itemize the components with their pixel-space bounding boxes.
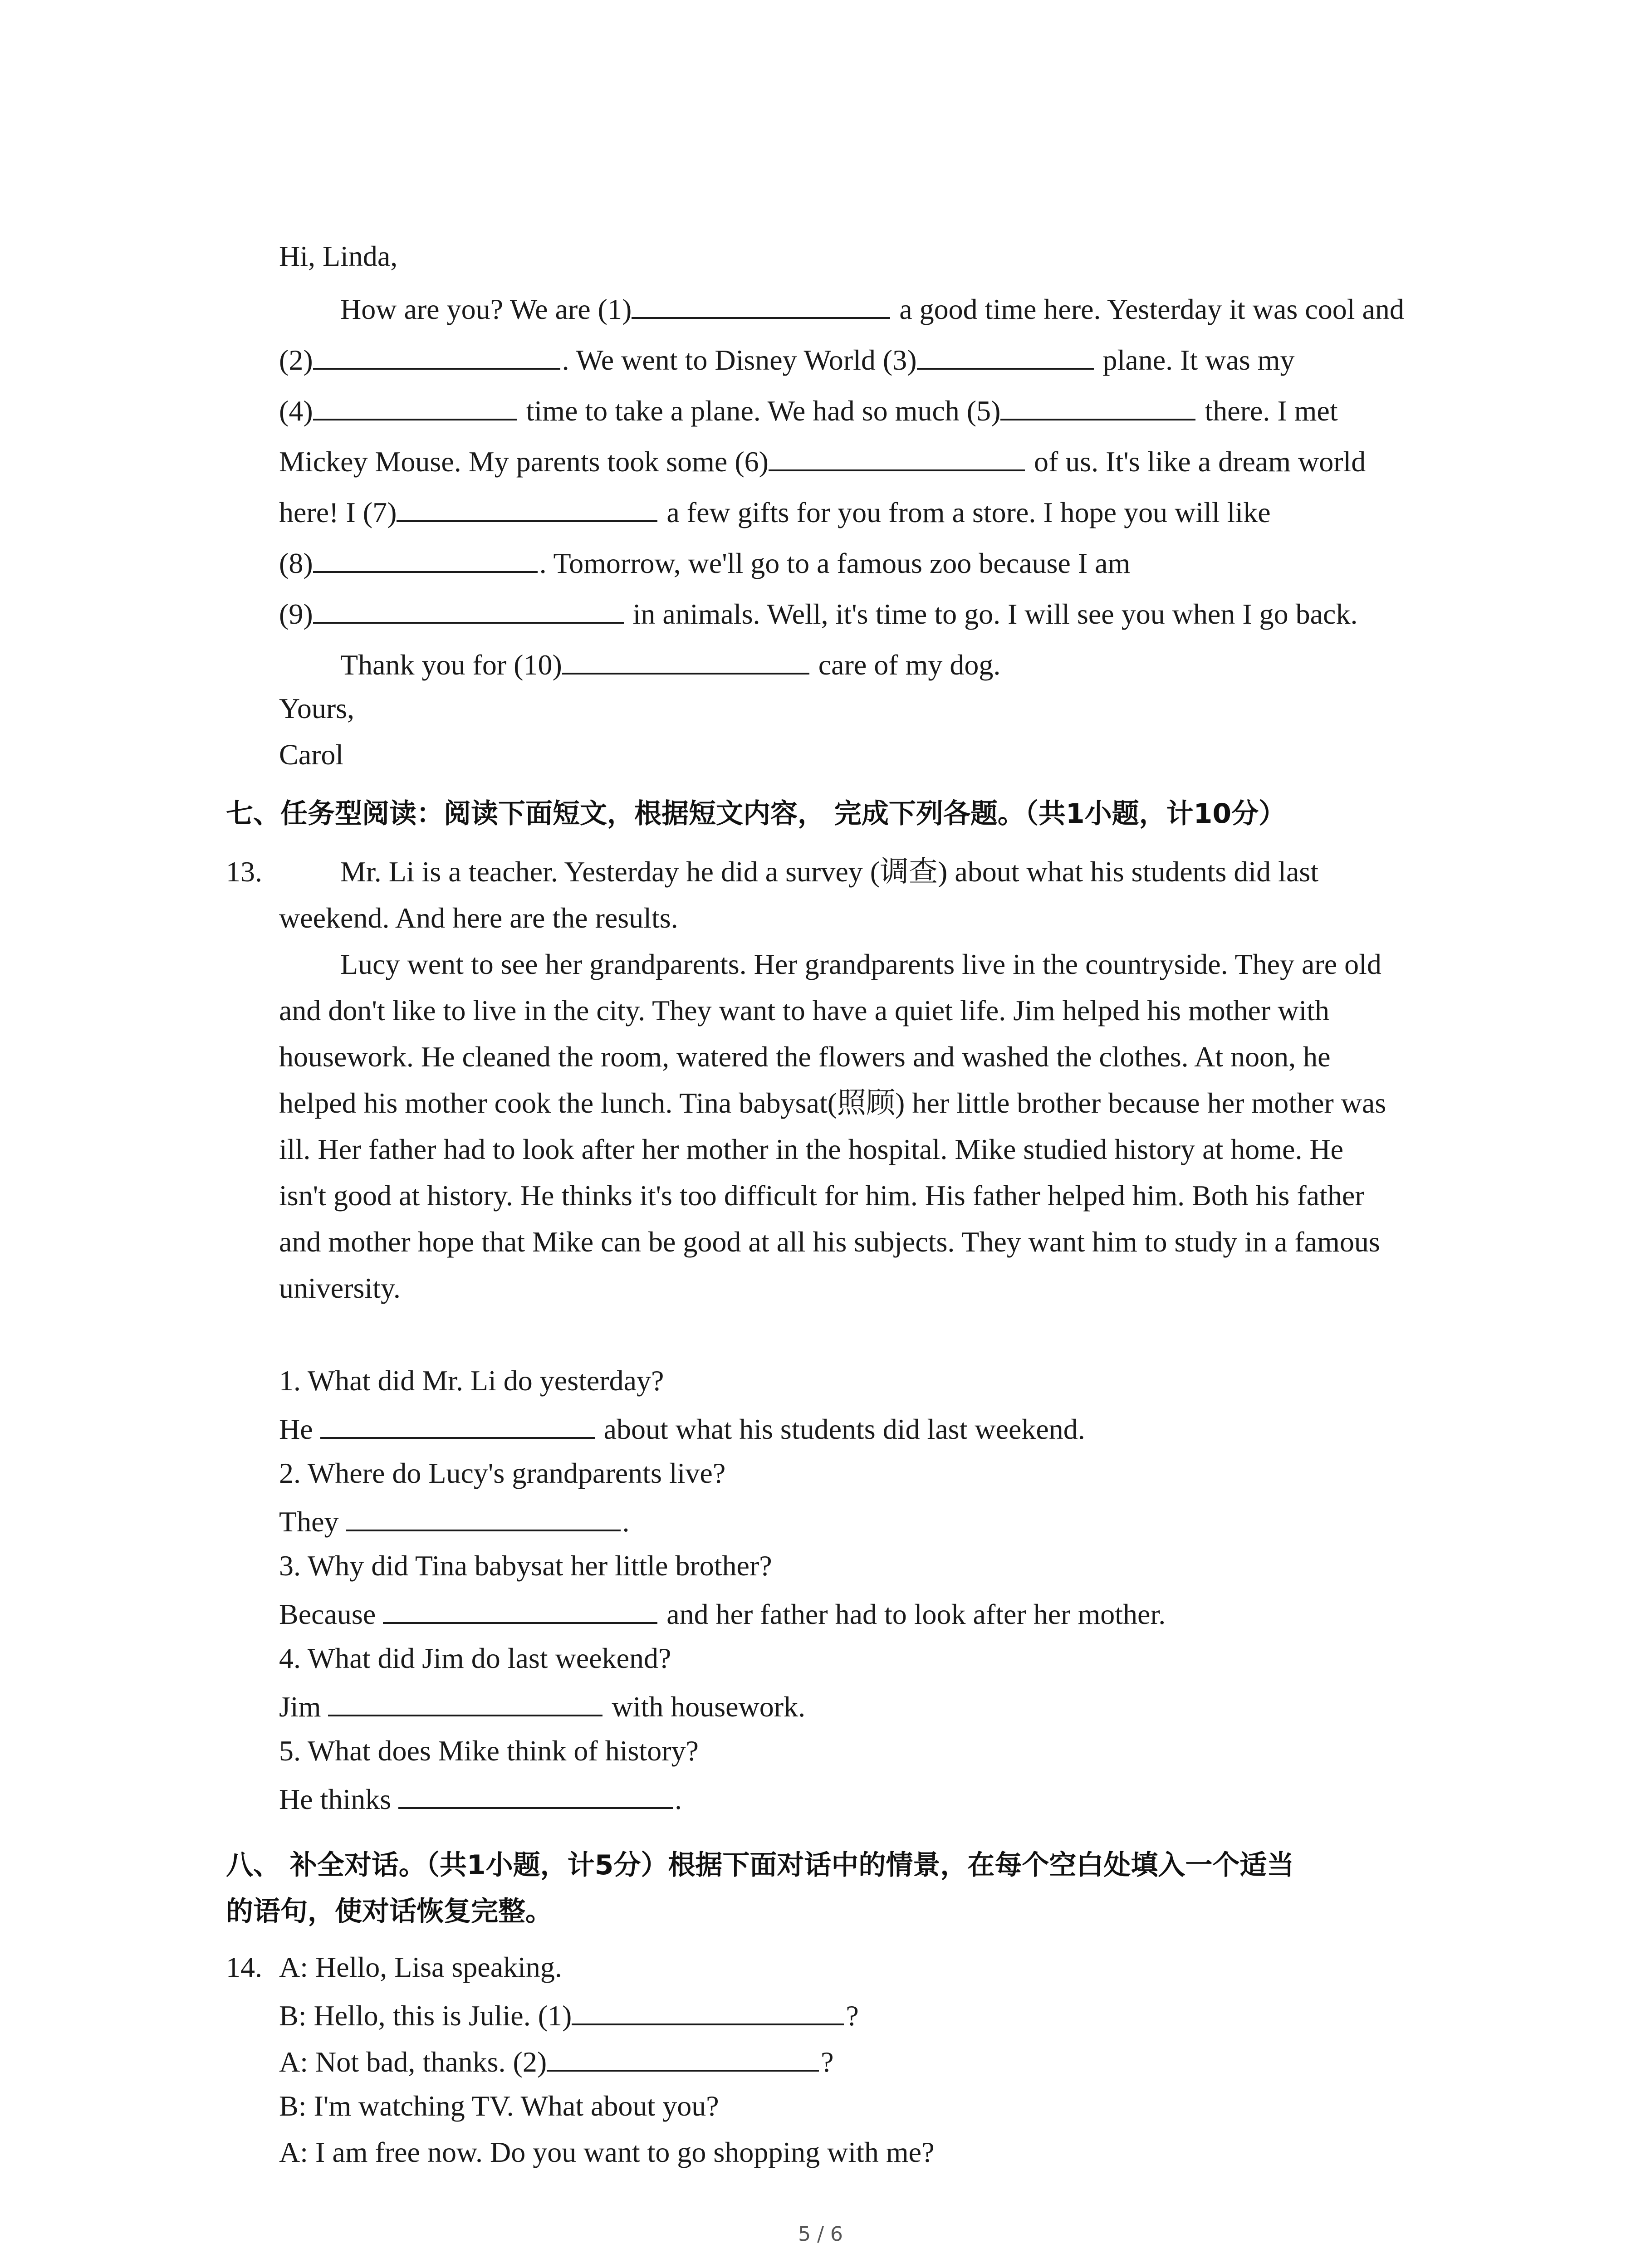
dialogue-line-1: A: Hello, Lisa speaking. [279, 1951, 562, 1983]
text: (4) [279, 395, 313, 427]
blank-4[interactable] [313, 394, 517, 420]
text: ? [846, 1999, 859, 2032]
blank-1[interactable] [632, 293, 890, 319]
dialogue-line-4: B: I'm watching TV. What about you? [279, 2090, 719, 2122]
text: here! I (7) [279, 496, 397, 528]
question-number-14: 14. [226, 1951, 262, 1983]
passage-line: weekend. And here are the results. [279, 902, 678, 934]
text: They [279, 1505, 339, 1538]
answer-3 [279, 1598, 1166, 1629]
letter-line-2 [279, 343, 1295, 375]
question-5: 5. What does Mike think of history? [279, 1735, 699, 1767]
text: Mickey Mouse. My parents took some (6) [279, 445, 769, 478]
blank-10[interactable] [562, 648, 809, 675]
question-2: 2. Where do Lucy's grandparents live? [279, 1457, 726, 1489]
passage-line: isn't good at history. He thinks it's too difficult for him. His father helped him. Both his father [279, 1179, 1365, 1212]
text: Jim [279, 1691, 321, 1723]
passage-line: housework. He cleaned the room, watered the flowers and washed the clothes. At noon, he [279, 1041, 1331, 1073]
text: time to take a plane. We had so much (5) [526, 395, 1001, 427]
letter-line-7 [279, 597, 1357, 629]
blank-8[interactable] [313, 547, 538, 573]
text: a few gifts for you from a store. I hope you will like [666, 496, 1271, 528]
section7-heading: 七、任务型阅读：阅读下面短文，根据短文内容， 完成下列各题。（共1小题，计10分） [226, 798, 1286, 830]
dialogue-line-2 [279, 1999, 859, 2030]
letter-line-6 [279, 547, 1130, 578]
text: . Tomorrow, we'll go to a famous zoo because I am [539, 547, 1131, 579]
text: in animals. Well, it's time to go. I will see you when I go back. [632, 598, 1358, 630]
letter-line-5 [279, 496, 1271, 527]
blank-5[interactable] [1000, 394, 1195, 420]
text: Because [279, 1598, 376, 1630]
blank-9[interactable] [313, 597, 624, 624]
text: with housework. [612, 1691, 806, 1723]
letter-line-8 [340, 648, 1000, 679]
text: . [622, 1505, 630, 1538]
text: . [675, 1783, 682, 1815]
dialogue-blank-1[interactable] [572, 1999, 844, 2025]
question-1: 1. What did Mr. Li do yesterday? [279, 1364, 664, 1397]
letter-line-1 [340, 293, 1404, 324]
dialogue-line-5: A: I am free now. Do you want to go shopping with me? [279, 2136, 935, 2168]
letter-closing: Yours, [279, 692, 355, 724]
answer-blank-4[interactable] [328, 1690, 603, 1716]
text: (9) [279, 598, 313, 630]
answer-4 [279, 1690, 805, 1721]
text: He thinks [279, 1783, 392, 1815]
passage-line: helped his mother cook the lunch. Tina babysat(照顾) her little brother because her mother was [279, 1087, 1386, 1119]
text: a good time here. Yesterday it was cool and [899, 293, 1404, 325]
text: A: Not bad, thanks. (2) [279, 2046, 547, 2078]
text: care of my dog. [818, 649, 1001, 681]
answer-2 [279, 1505, 630, 1536]
text: How are you? We are (1) [340, 293, 632, 325]
passage-line: Lucy went to see her grandparents. Her grandparents live in the countryside. They are old [340, 948, 1381, 980]
text: (2) [279, 344, 313, 376]
letter-line-3 [279, 394, 1338, 425]
letter-line-4 [279, 445, 1366, 476]
page-number: 5 / 6 [798, 2223, 843, 2246]
blank-2[interactable] [313, 343, 560, 370]
answer-5 [279, 1783, 682, 1814]
passage-line: and mother hope that Mike can be good at all his subjects. They want him to study in a famous [279, 1226, 1380, 1258]
text: there. I met [1205, 395, 1338, 427]
text: He [279, 1413, 313, 1445]
text: and her father had to look after her mother. [666, 1598, 1166, 1630]
dialogue-line-3 [279, 2045, 834, 2077]
passage-line: and don't like to live in the city. They want to have a quiet life. Jim helped his mother with [279, 994, 1330, 1026]
dialogue-blank-2[interactable] [547, 2045, 819, 2072]
answer-blank-2[interactable] [346, 1505, 621, 1531]
answer-blank-5[interactable] [398, 1783, 673, 1809]
blank-7[interactable] [397, 496, 657, 522]
blank-6[interactable] [769, 445, 1025, 471]
answer-1 [279, 1413, 1085, 1444]
text: of us. It's like a dream world [1034, 445, 1366, 478]
letter-greeting: Hi, Linda, [279, 240, 398, 272]
text: ? [821, 2046, 834, 2078]
question-number-13: 13. [226, 855, 262, 888]
text: about what his students did last weekend. [603, 1413, 1085, 1445]
section8-heading-line-1: 八、 补全对话。（共1小题，计5分）根据下面对话中的情景，在每个空白处填入一个适当 [226, 1849, 1294, 1881]
text: B: Hello, this is Julie. (1) [279, 1999, 572, 2032]
answer-blank-1[interactable] [320, 1413, 595, 1439]
passage-line: university. [279, 1272, 401, 1304]
passage-line: Mr. Li is a teacher. Yesterday he did a survey (调查) about what his students did last [340, 855, 1319, 888]
blank-3[interactable] [917, 343, 1094, 370]
question-4: 4. What did Jim do last weekend? [279, 1642, 671, 1674]
text: plane. It was my [1102, 344, 1295, 376]
text: Thank you for (10) [340, 649, 562, 681]
section8-heading-line-2: 的语句，使对话恢复完整。 [226, 1896, 553, 1927]
question-3: 3. Why did Tina babysat her little brother? [279, 1549, 772, 1582]
answer-blank-3[interactable] [383, 1598, 657, 1624]
passage-line: ill. Her father had to look after her mother in the hospital. Mike studied history at home. He [279, 1133, 1344, 1165]
letter-signature: Carol [279, 738, 344, 771]
text: (8) [279, 547, 313, 579]
text: . We went to Disney World (3) [562, 344, 917, 376]
